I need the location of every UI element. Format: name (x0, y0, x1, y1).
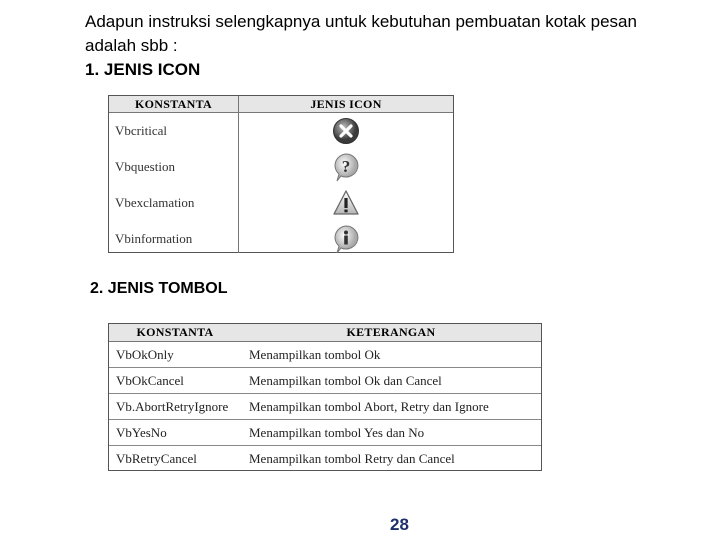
table-row (109, 446, 541, 472)
icon-table-header-konstanta: KONSTANTA (109, 96, 239, 112)
button-description: Menampilkan tombol Ok (249, 346, 381, 362)
heading-jenis-icon: 1. JENIS ICON (85, 60, 201, 79)
icon-table (108, 95, 454, 253)
table-row (109, 394, 541, 420)
exclamation-warning-icon (332, 189, 360, 217)
button-description: Menampilkan tombol Abort, Retry dan Ignore (249, 398, 489, 414)
question-mark-icon (332, 152, 360, 182)
button-constant: Vb.AbortRetryIgnore (116, 398, 229, 414)
button-constant: VbOkCancel (116, 372, 184, 388)
table-row (109, 368, 541, 394)
critical-x-icon (332, 117, 360, 145)
table-row (109, 420, 541, 446)
heading-jenis-tombol: 2. JENIS TOMBOL (90, 280, 228, 297)
button-constant: VbYesNo (116, 424, 167, 440)
button-table-header-konstanta: KONSTANTA (136, 325, 214, 339)
button-description: Menampilkan tombol Ok dan Cancel (249, 372, 442, 388)
table-row (109, 342, 541, 368)
information-icon (332, 224, 360, 254)
icon-table-header-jenis-icon: JENIS ICON (310, 97, 382, 111)
icon-table-constant: Vbexclamation (115, 195, 195, 210)
button-table (108, 323, 542, 471)
icon-table-constant: Vbquestion (115, 159, 175, 174)
icon-table-constant: Vbcritical (115, 123, 167, 138)
icon-table-constant: Vbinformation (115, 231, 193, 246)
page-number: 28 (390, 515, 409, 534)
intro-text (85, 10, 637, 82)
button-description: Menampilkan tombol Retry dan Cancel (249, 451, 455, 466)
intro-line-2: adalah sbb : (85, 36, 178, 55)
intro-line-1: Adapun instruksi selengkapnya untuk kebutuhan pembuatan kotak pesan (85, 12, 637, 31)
button-table-header-keterangan: KETERANGAN (346, 325, 436, 339)
button-description: Menampilkan tombol Yes dan No (249, 424, 425, 440)
button-table-header (109, 324, 541, 342)
button-constant: VbRetryCancel (116, 451, 197, 466)
svg-text:?: ? (341, 157, 351, 176)
button-constant: VbOkOnly (116, 346, 174, 362)
icon-table-header (109, 96, 453, 113)
